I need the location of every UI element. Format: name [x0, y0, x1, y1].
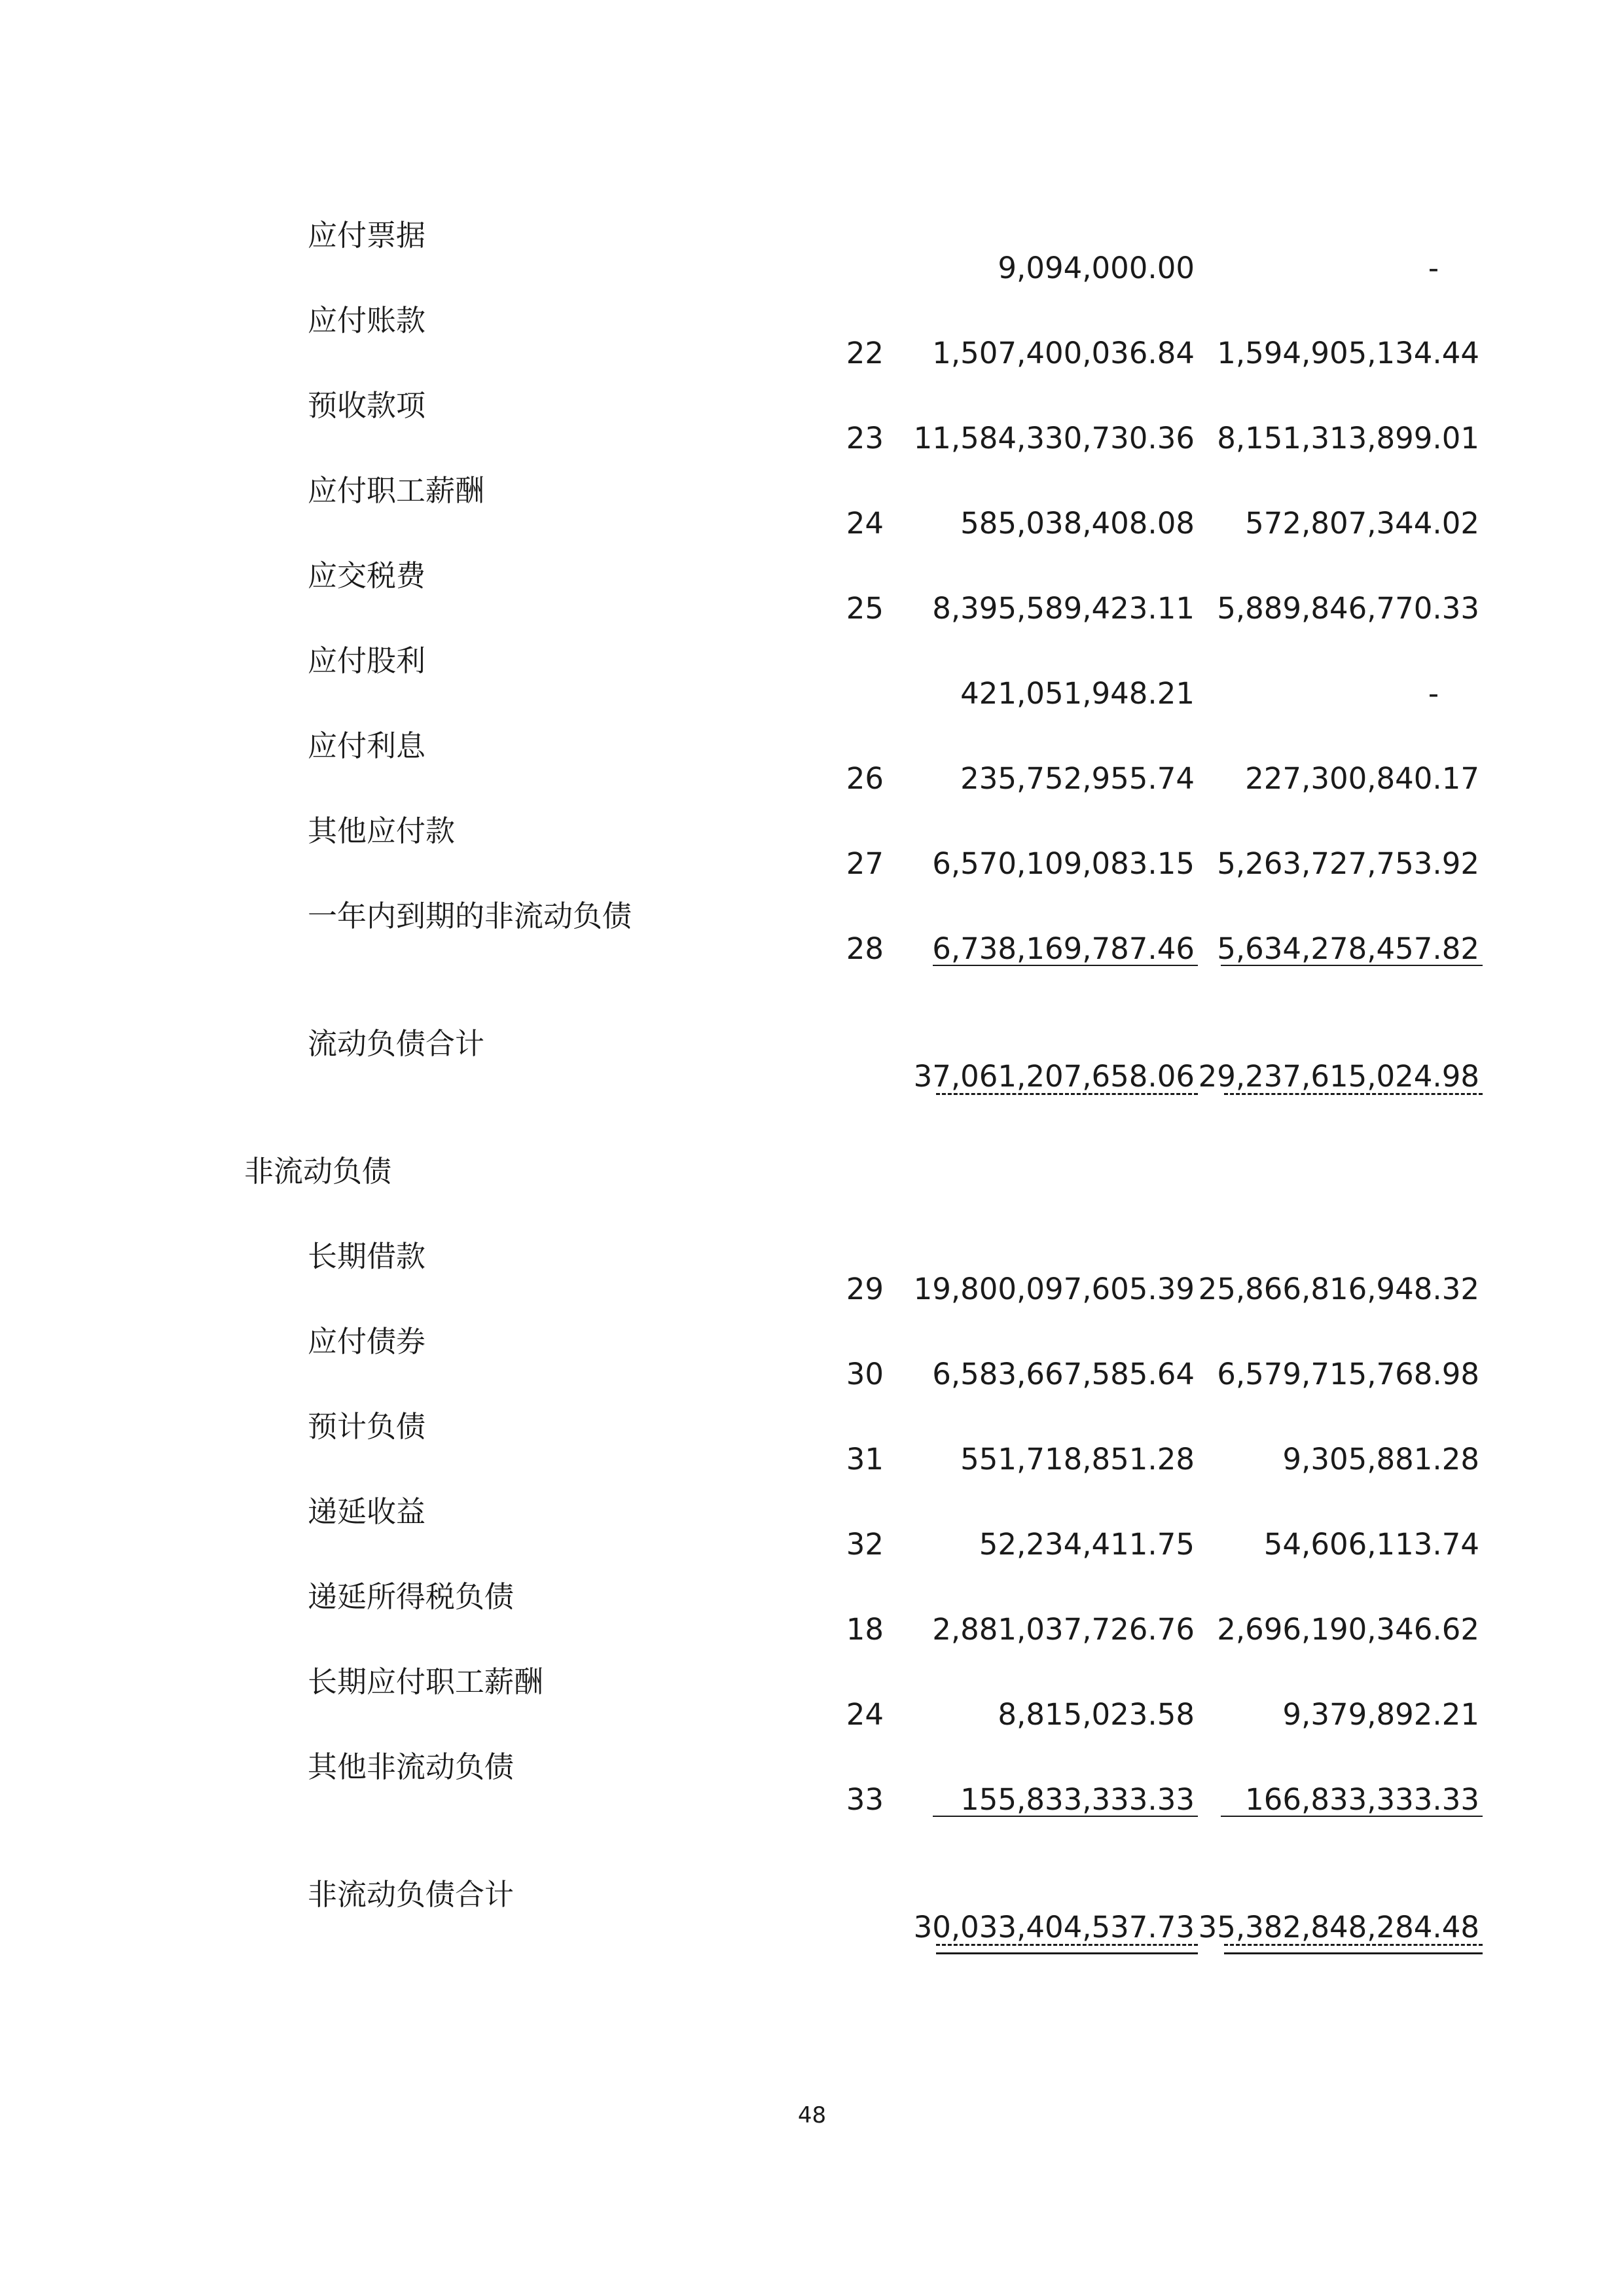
line-item-label: 预计负债: [308, 1409, 426, 1444]
table-row: [0, 386, 1624, 471]
table-row: [0, 301, 1624, 386]
table-row: [0, 1662, 1624, 1748]
prior-period-total: 29,237,615,024.98: [1198, 1059, 1479, 1094]
table-row: [0, 897, 1624, 982]
subtotal-rule: [933, 1816, 1198, 1817]
current-period-total: 37,061,207,658.06: [913, 1059, 1195, 1094]
total-label: 非流动负债合计: [308, 1877, 514, 1912]
line-item-label: 其他非流动负债: [308, 1749, 514, 1784]
table-row: [0, 471, 1624, 556]
line-item-label: 递延收益: [308, 1494, 426, 1529]
note-number: 30: [846, 1357, 884, 1391]
subtotal-rule: [1221, 1816, 1483, 1817]
current-period-value: 421,051,948.21: [960, 676, 1195, 711]
total-double-rule: [1224, 1944, 1483, 1946]
note-number: 33: [846, 1782, 884, 1817]
current-period-value: 6,738,169,787.46: [932, 931, 1195, 966]
prior-period-value: -: [1428, 251, 1439, 285]
prior-period-value: 227,300,840.17: [1245, 761, 1479, 796]
current-period-value: 11,584,330,730.36: [913, 421, 1195, 456]
note-number: 24: [846, 1697, 884, 1732]
current-period-value: 19,800,097,605.39: [913, 1272, 1195, 1306]
total-row: [0, 1875, 1624, 1960]
prior-period-value: -: [1428, 676, 1439, 711]
page-number: 48: [797, 2102, 827, 2128]
subtotal-rule: [1221, 965, 1483, 966]
prior-period-value: 8,151,313,899.01: [1217, 421, 1479, 456]
prior-period-value: 572,807,344.02: [1245, 506, 1479, 541]
line-item-label: 其他应付款: [308, 814, 456, 848]
current-period-value: 551,718,851.28: [960, 1442, 1195, 1477]
line-item-label: 预收款项: [308, 388, 426, 423]
total-row: [0, 1024, 1624, 1109]
note-number: 29: [846, 1272, 884, 1306]
current-period-value: 2,881,037,726.76: [932, 1612, 1195, 1647]
prior-period-total: 35,382,848,284.48: [1198, 1910, 1479, 1945]
prior-period-value: 54,606,113.74: [1263, 1527, 1479, 1562]
line-item-label: 应付债券: [308, 1324, 426, 1359]
note-number: 27: [846, 846, 884, 881]
table-row: [0, 1322, 1624, 1407]
note-number: 25: [846, 591, 884, 626]
line-item-label: 一年内到期的非流动负债: [308, 899, 632, 933]
prior-period-value: 166,833,333.33: [1245, 1782, 1479, 1817]
table-row: [0, 812, 1624, 897]
prior-period-value: 9,379,892.21: [1282, 1697, 1479, 1732]
current-period-value: 52,234,411.75: [979, 1527, 1195, 1562]
line-item-label: 应付账款: [308, 303, 426, 338]
line-item-label: 应付票据: [308, 218, 426, 253]
total-double-rule: [1224, 1952, 1483, 1954]
table-row: [0, 216, 1624, 301]
total-double-rule: [936, 1944, 1198, 1946]
prior-period-value: 9,305,881.28: [1282, 1442, 1479, 1477]
table-row: [0, 641, 1624, 726]
note-number: 18: [846, 1612, 884, 1647]
section-heading-row: [0, 1152, 1624, 1237]
table-row: [0, 1407, 1624, 1492]
total-double-rule: [1224, 1093, 1483, 1095]
current-period-value: 585,038,408.08: [960, 506, 1195, 541]
line-item-label: 递延所得税负债: [308, 1579, 514, 1614]
total-label: 流动负债合计: [308, 1026, 485, 1061]
table-row: [0, 1492, 1624, 1577]
prior-period-value: 6,579,715,768.98: [1217, 1357, 1479, 1391]
line-item-label: 应付利息: [308, 728, 426, 763]
current-period-value: 1,507,400,036.84: [932, 336, 1195, 370]
note-number: 22: [846, 336, 884, 370]
table-row: [0, 556, 1624, 641]
current-period-value: 6,583,667,585.64: [932, 1357, 1195, 1391]
current-period-value: 9,094,000.00: [998, 251, 1195, 285]
line-item-label: 长期借款: [308, 1239, 426, 1274]
current-period-value: 155,833,333.33: [960, 1782, 1195, 1817]
note-number: 26: [846, 761, 884, 796]
prior-period-value: 25,866,816,948.32: [1198, 1272, 1479, 1306]
line-item-label: 应付股利: [308, 643, 426, 678]
current-period-total: 30,033,404,537.73: [913, 1910, 1195, 1945]
note-number: 28: [846, 931, 884, 966]
line-item-label: 应交税费: [308, 558, 426, 593]
note-number: 31: [846, 1442, 884, 1477]
prior-period-value: 5,263,727,753.92: [1217, 846, 1479, 881]
note-number: 32: [846, 1527, 884, 1562]
section-heading: 非流动负债: [244, 1154, 392, 1189]
line-item-label: 应付职工薪酬: [308, 473, 485, 508]
prior-period-value: 5,634,278,457.82: [1217, 931, 1479, 966]
table-row: [0, 1577, 1624, 1662]
current-period-value: 235,752,955.74: [960, 761, 1195, 796]
prior-period-value: 5,889,846,770.33: [1217, 591, 1479, 626]
current-period-value: 8,815,023.58: [998, 1697, 1195, 1732]
total-double-rule: [936, 1093, 1198, 1095]
current-period-value: 6,570,109,083.15: [932, 846, 1195, 881]
note-number: 23: [846, 421, 884, 456]
prior-period-value: 1,594,905,134.44: [1217, 336, 1479, 370]
table-row: [0, 1748, 1624, 1833]
total-double-rule: [936, 1952, 1198, 1954]
current-period-value: 8,395,589,423.11: [932, 591, 1195, 626]
table-row: [0, 1237, 1624, 1322]
note-number: 24: [846, 506, 884, 541]
line-item-label: 长期应付职工薪酬: [308, 1664, 544, 1699]
prior-period-value: 2,696,190,346.62: [1217, 1612, 1479, 1647]
table-row: [0, 726, 1624, 812]
subtotal-rule: [933, 965, 1198, 966]
